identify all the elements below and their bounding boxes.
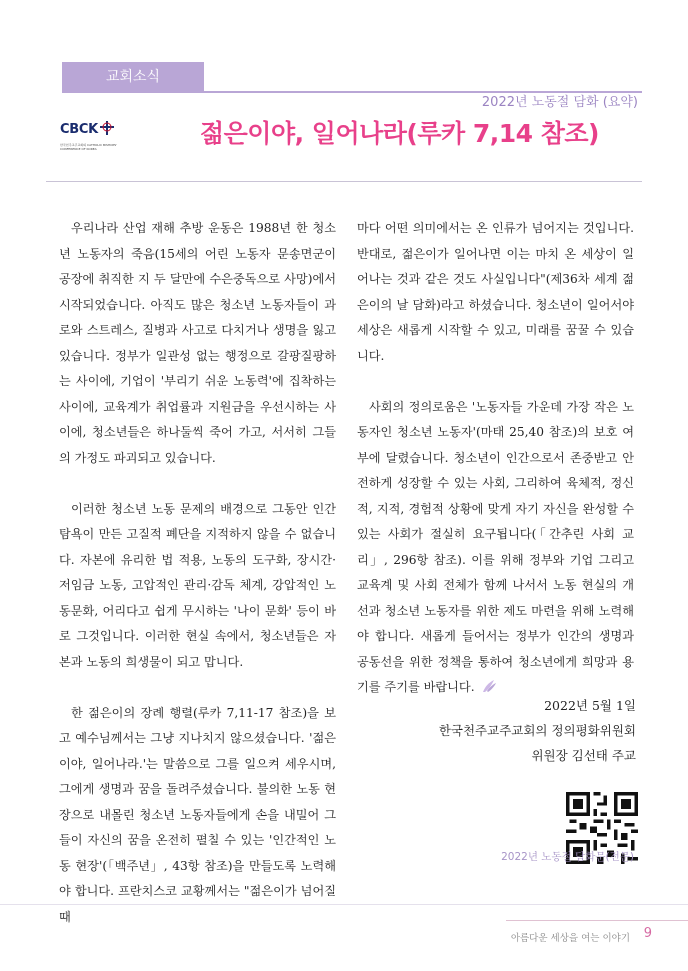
logo-text: CBCK (60, 122, 98, 137)
signature-date: 2022년 5월 1일 (544, 698, 636, 713)
qr-caption: 2022년 노동절 담화문(전문) (501, 851, 634, 863)
article-column-right (357, 216, 634, 701)
cbck-logo (60, 121, 122, 155)
paragraph: 이러한 청소년 노동 문제의 배경으로 그동안 인간 탐욕이 만든 고질적 폐단을 지적하지 않을 수 없습니다. 자본에 유리한 법 적용, 노동의 도구화, 장시간·저임금 노동, 고압적인 관리·감독 체계, 강압적인 노동문화, 어리다고 쉽게 무시하는 '나이 문화' 등이 바로 그것입니다. 이러한 현실 속에서, 청소년들은 자본과 노동의 희생물이 되고 맙니다. (59, 501, 336, 669)
logo-subtext: 한국천주교주교회의 CATHOLIC BISHOPS' CONFERENCE OF KOREA (60, 143, 118, 151)
signature-org: 한국천주교주교회의 정의평화위원회 (438, 723, 636, 738)
footer-accent-line (506, 920, 688, 921)
article-column-left (59, 216, 336, 930)
paragraph-text: 사회의 정의로움은 '노동자들 가운데 가장 작은 노동자인 청소년 노동자'(마태 25,40 참조)의 보호 여부에 달렸습니다. 청소년이 인간으로서 존중받고 안전하게 성장할 수 있는 사회, 그리하여 육체적, 정신적, 지적, 경험적 상황에 맞게 자기 자신을 완성할 수 있는 사회가 절실히 요구됩니다(「간추린 사회 교리」, 296항 참조). 이를 위해 정부와 기업 그리고 교육계 및 사회 전체가 함께 나서서 노동 현실의 개선과 청소년 노동자를 위한 제도 마련을 위해 노력해야 합니다. 새롭게 들어서는 정부가 인간의 생명과 공동선을 위한 정책을 통하여 청소년에게 희망과 용기를 주기를 바랍니다. (357, 399, 634, 694)
section-tag: 교회소식 (62, 62, 204, 92)
signature-name: 위원장 김선태 주교 (531, 748, 636, 763)
magazine-name: 아름다운 세상을 여는 이야기 (510, 933, 630, 944)
paragraph: 한 젊은이의 장례 행렬(루카 7,11-17 참조)을 보고 예수님께서는 그냥 지나치지 않으셨습니다. '젊은이야, 일어나라.'는 말씀으로 그를 일으켜 세우시며, 그에게 생명과 꿈을 돌려주셨습니다. 불의한 노동 현장으로 내몰린 청소년 노동자들에게 손을 내밀어 그들이 자신의 꿈을 온전히 펼칠 수 있는 '인간적인 노동 현장'(「백주년」, 43항 참조)을 만들도록 노력해야 합니다. 프란치스코 교황께서는 "젊은이가 넘어질 때 (59, 705, 336, 924)
paragraph (357, 395, 634, 701)
cross-icon (100, 121, 114, 135)
header-rule (46, 181, 642, 182)
hand-leaf-icon (481, 679, 497, 693)
page-title: 젊은이야, 일어나라(루카 7,14 참조) (200, 119, 599, 148)
page-subtitle: 2022년 노동절 담화 (요약) (481, 95, 638, 110)
footer-divider (0, 904, 688, 905)
paragraph: 우리나라 산업 재해 추방 운동은 1988년 한 청소년 노동자의 죽음(15세의 어린 노동자 문송면군이 공장에 취직한 지 두 달만에 수은중독으로 사망)에서 시작되었습니다. 아직도 많은 청소년 노동자들이 과로와 스트레스, 질병과 사고로 다치거나 생명을 잃고 있습니다. 정부가 일관성 없는 행정으로 갈팡질팡하는 사이에, 기업이 '부리기 쉬운 노동력'에 집착하는 사이에, 교육계가 취업률과 지원금을 우선시하는 사이에, 청소년들은 하나둘씩 죽어 가고, 서서히 그들의 가정도 파괴되고 있습니다. (59, 221, 336, 465)
page-number: 9 (643, 926, 652, 941)
paragraph: 마다 어떤 의미에서는 온 인류가 넘어지는 것입니다. 반대로, 젊은이가 일어나면 이는 마치 온 세상이 일어나는 것과 같은 것도 사실입니다"(제36차 세계 젊은이의 날 담화)라고 하셨습니다. 청소년이 일어서야 세상은 새롭게 시작할 수 있고, 미래를 꿈꿀 수 있습니다. (357, 221, 634, 363)
